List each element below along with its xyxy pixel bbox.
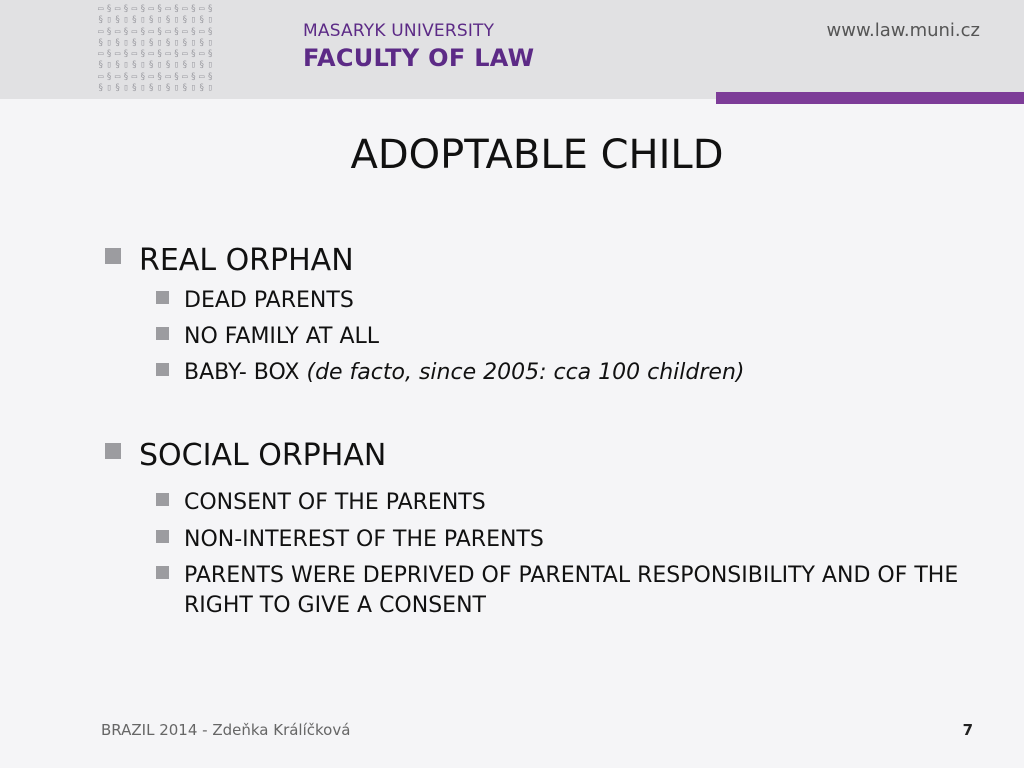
list-item: NON-INTEREST OF THE PARENTS	[184, 527, 544, 552]
accent-bar	[716, 92, 1024, 104]
page-number: 7	[962, 721, 973, 739]
bullet-square	[156, 291, 169, 304]
footer-credit: BRAZIL 2014 - Zdeňka Králíčková	[101, 721, 351, 739]
header-band	[0, 0, 1024, 99]
list-item: BABY- BOX (de facto, since 2005: cca 100 children)	[184, 360, 745, 385]
bullet-square	[156, 363, 169, 376]
section-heading-social-orphan: SOCIAL ORPHAN	[139, 438, 387, 473]
bullet-square	[105, 248, 121, 264]
website-url: www.law.muni.cz	[826, 20, 980, 41]
bullet-square	[156, 327, 169, 340]
list-item: PARENTS WERE DEPRIVED OF PARENTAL RESPONSIBILITY AND OF THE RIGHT TO GIVE A CONSENT	[184, 563, 959, 618]
faculty-name: FACULTY OF LAW	[303, 44, 535, 72]
list-item: CONSENT OF THE PARENTS	[184, 490, 486, 515]
list-item: NO FAMILY AT ALL	[184, 324, 380, 349]
list-item: DEAD PARENTS	[184, 288, 354, 313]
section-heading-real-orphan: REAL ORPHAN	[139, 243, 354, 278]
slide-title: ADOPTABLE CHILD	[350, 132, 724, 178]
bullet-square	[156, 530, 169, 543]
baby-box-note: (de facto, since 2005: cca 100 children)	[306, 360, 745, 385]
bullet-square	[105, 443, 121, 459]
paragraph-pattern-logo: ▭§▭§▭§▭§▭§▭§▭§ §▯§▯§▯§▯§▯§▯§▯ ▭§▭§▭§▭§▭§▭§▭§ §▯§▯§▯§▯§▯§▯§▯ ▭§▭§▭§▭§▭§▭§▭§ §▯§▯§▯§▯§▯§▯§▯ ▭§▭§▭§▭§▭§▭§▭§ §▯§▯§▯§▯§▯§▯§▯	[98, 4, 216, 94]
university-name: MASARYK UNIVERSITY	[303, 21, 495, 41]
bullet-square	[156, 493, 169, 506]
bullet-square	[156, 566, 169, 579]
